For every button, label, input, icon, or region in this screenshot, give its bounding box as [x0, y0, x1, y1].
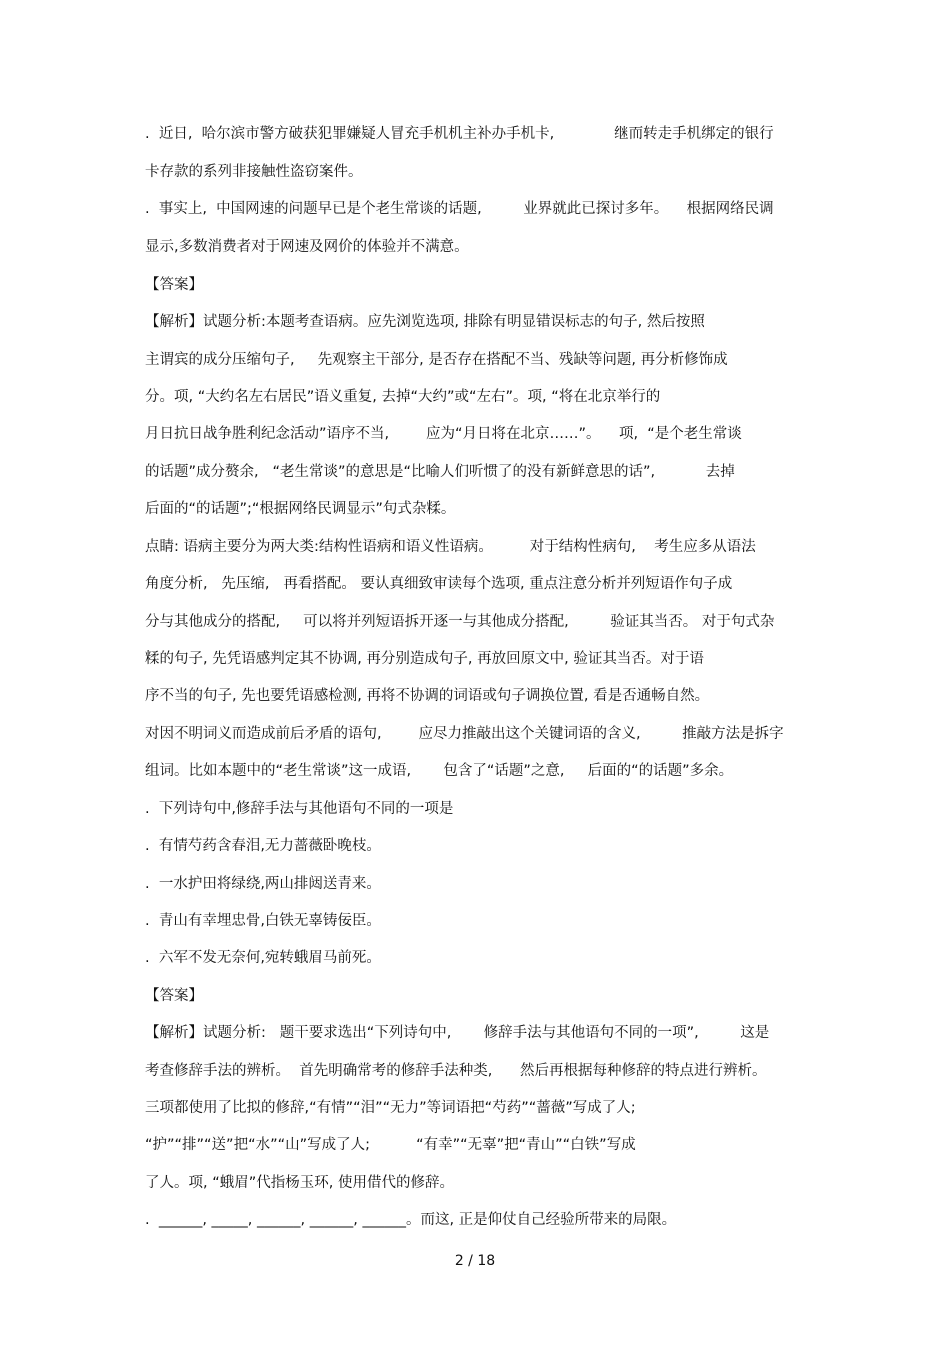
answer-heading: 【答案】: [145, 277, 203, 293]
text-line: 了人。项, “蛾眉”代指杨玉环, 使用借代的修辞。: [145, 1175, 454, 1191]
text-line: 角度分析, 先压缩, 再看搭配。 要认真细致审读每个选项, 重点注意分析并列短语作句子成: [145, 576, 733, 592]
text-line: 点睛: 语病主要分为两大类:结构性语病和语义性语病。 对于结构性病句, 考生应多从语法: [145, 539, 756, 555]
text-line: 三项都使用了比拟的修辞,“有情”“泪”“无力”等词语把“芍药”“蔷薇”写成了人;: [145, 1100, 636, 1116]
option-line: . 青山有幸埋忠骨,白铁无辜铸佞臣。: [145, 913, 381, 929]
text-line: “护”“排”“送”把“水”“山”写成了人; “有幸”“无辜”把“青山”“白铁”写成: [145, 1137, 636, 1153]
question-stem: . 下列诗句中,修辞手法与其他语句不同的一项是: [145, 801, 454, 817]
text-line: 序不当的句子, 先也要凭语感检测, 再将不协调的词语或句子调换位置, 看是否通畅自然。: [145, 688, 710, 704]
option-line: . 六军不发无奈何,宛转蛾眉马前死。: [145, 950, 381, 966]
text-line: 糅的句子, 先凭语感判定其不协调, 再分别造成句子, 再放回原文中, 验证其当否。对于语: [145, 651, 704, 667]
text-line: 【解析】试题分析: 题干要求选出“下列诗句中, 修辞手法与其他语句不同的一项”, 这是: [145, 1025, 770, 1041]
fill-in-blank-question: . ______, _____, ______, ______, ______。而这, 正是仰仗自己经验所带来的局限。: [145, 1212, 677, 1228]
text-line: 考查修辞手法的辨析。 首先明确常考的修辞手法种类, 然后再根据每种修辞的特点进行辨析。: [145, 1063, 767, 1079]
text-line: . 近日, 哈尔滨市警方破获犯罪嫌疑人冒充手机机主补办手机卡, 继而转走手机绑定的银行: [145, 126, 774, 142]
text-line: 显示,多数消费者对于网速及网价的体验并不满意。: [145, 239, 469, 255]
option-line: . 一水护田将绿绕,两山排闼送青来。: [145, 876, 381, 892]
answer-heading: 【答案】: [145, 988, 203, 1004]
text-line: 的话题”成分赘余, “老生常谈”的意思是“比喻人们听惯了的没有新鲜意思的话”, 去掉: [145, 464, 735, 480]
page-number: 2 / 18: [454, 1253, 496, 1269]
option-line: . 有情芍药含春泪,无力蔷薇卧晚枝。: [145, 838, 381, 854]
text-line: 后面的“的话题”;“根据网络民调显示”句式杂糅。: [145, 501, 456, 517]
text-line: 组词。比如本题中的“老生常谈”这一成语, 包含了“话题”之意, 后面的“的话题”多余。: [145, 763, 734, 779]
text-line: 【解析】试题分析:本题考查语病。应先浏览选项, 排除有明显错误标志的句子, 然后按照: [145, 314, 705, 330]
text-line: 月日抗日战争胜利纪念活动”语序不当, 应为“月日将在北京……”。 项, “是个老生常谈: [145, 426, 742, 442]
text-line: 分。项, “大约名左右居民”语义重复, 去掉“大约”或“左右”。项, “将在北京举行的: [145, 389, 661, 405]
text-line: 主谓宾的成分压缩句子, 先观察主干部分, 是否存在搭配不当、残缺等问题, 再分析修饰成: [145, 352, 728, 368]
text-line: 分与其他成分的搭配, 可以将并列短语拆开逐一与其他成分搭配, 验证其当否。 对于句式杂: [145, 614, 775, 630]
text-line: 对因不明词义而造成前后矛盾的语句, 应尽力推敲出这个关键词语的含义, 推敲方法是拆字: [145, 726, 784, 742]
text-line: . 事实上, 中国网速的问题早已是个老生常谈的话题, 业界就此已探讨多年。 根据网络民调: [145, 201, 774, 217]
text-line: 卡存款的系列非接触性盗窃案件。: [145, 164, 363, 180]
